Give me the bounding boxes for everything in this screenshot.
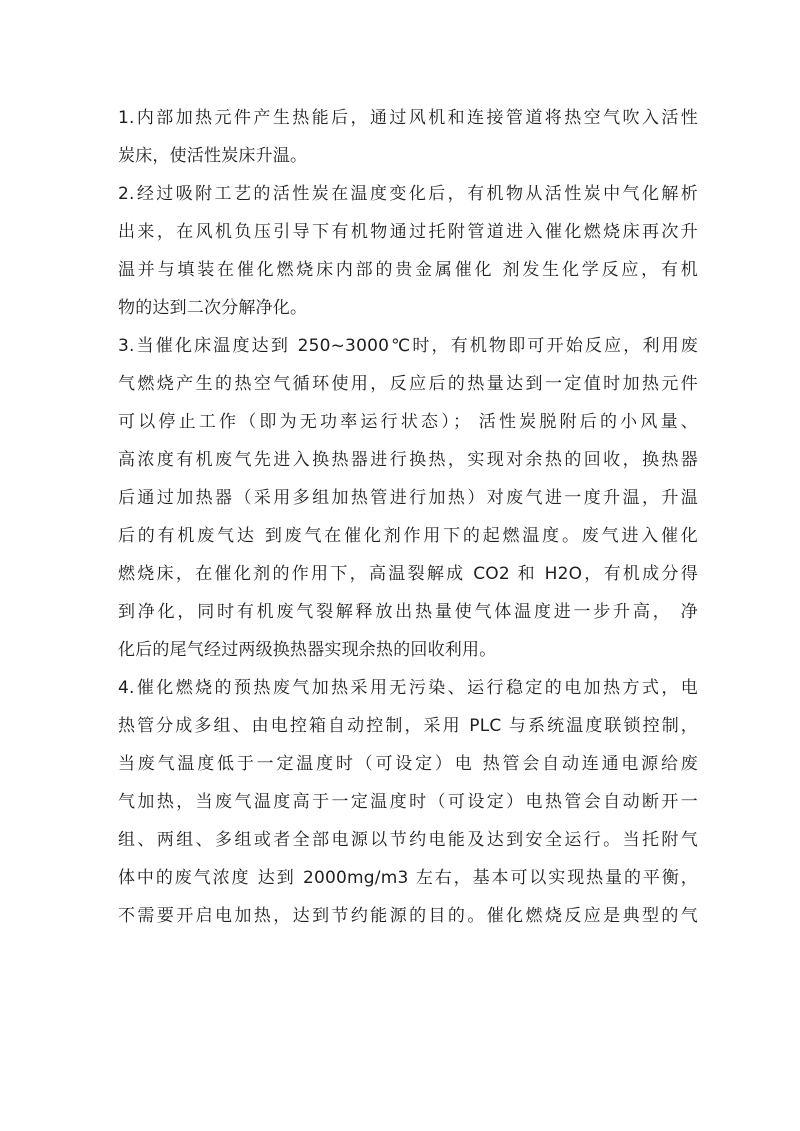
text-line: 温并与填装在催化燃烧床内部的贵金属催化 剂发生化学反应，有机 [118,260,698,280]
text-line: 3.当催化床温度达到 250~3000℃时，有机物即可开始反应，利用废 [118,336,698,356]
text-line: 燃烧床，在催化剂的作用下，高温裂解成 CO2 和 H2O，有机成分得 [118,564,698,584]
text-line: 2.经过吸附工艺的活性炭在温度变化后，有机物从活性炭中气化解析 [118,184,698,204]
text-line: 体中的废气浓度 达到 2000mg/m3 左右，基本可以实现热量的平衡， [118,868,698,888]
text-line: 到净化，同时有机废气裂解释放出热量使气体温度进一步升高， 净 [118,602,698,622]
text-line: 高浓度有机废气先进入换热器进行换热，实现对余热的回收，换热器 [118,450,698,470]
text-line: 物的达到二次分解净化。 [118,298,308,318]
text-line: 炭床，使活性炭床升温。 [118,146,308,166]
text-line: 气加热，当废气温度高于一定温度时（可设定）电热管会自动断开一 [118,792,698,812]
text-line: 可以停止工作（即为无功率运行状态）； 活性炭脱附后的小风量、 [118,412,698,432]
text-line: 4.催化燃烧的预热废气加热采用无污染、运行稳定的电加热方式，电 [118,678,698,698]
text-line: 组、两组、多组或者全部电源以节约电能及达到安全运行。当托附气 [118,830,698,850]
text-line: 化后的尾气经过两级换热器实现余热的回收利用。 [118,640,497,660]
text-line: 热管分成多组、由电控箱自动控制，采用 PLC 与系统温度联锁控制， [118,716,698,736]
text-line: 气燃烧产生的热空气循环使用，反应后的热量达到一定值时加热元件 [118,374,698,394]
text-line: 出来，在风机负压引导下有机物通过托附管道进入催化燃烧床再次升 [118,222,698,242]
text-line: 1.内部加热元件产生热能后，通过风机和连接管道将热空气吹入活性 [118,108,698,128]
text-line: 后的有机废气达 到废气在催化剂作用下的起燃温度。废气进入催化 [118,526,698,546]
text-line: 后通过加热器（采用多组加热管进行加热）对废气进一度升温，升温 [118,488,698,508]
text-line: 不需要开启电加热，达到节约能源的目的。催化燃烧反应是典型的气 [118,906,698,926]
text-line: 当废气温度低于一定温度时（可设定）电 热管会自动连通电源给废 [118,754,698,774]
